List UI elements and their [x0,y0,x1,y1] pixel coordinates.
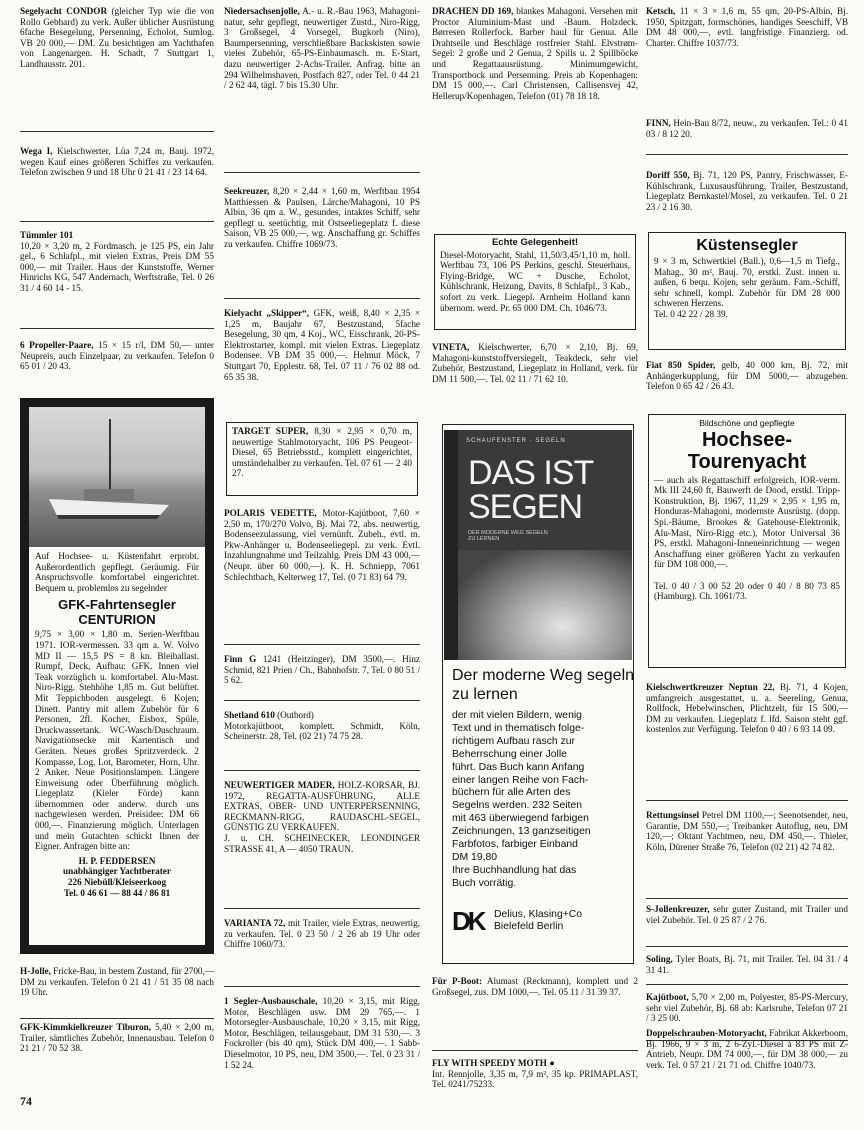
ad-finn: FINN, Hein-Bau 8/72, neuw., zu verkaufen. Tel.: 0 41 03 / 8 12 20. [646,118,848,139]
divider [224,986,420,987]
divider [224,908,420,909]
ad-doppelschrauben-motoryacht: Doppelschrauben-Motoryacht, Fabrikat Akkerboom, Bj. 1966, 9 × 3 m, 2 6-Zyl.-Diesel à 83 PS mit Z-Antrieb, Neupr. DM 74 000,—, für DM 38 000,— zu verk. Tel. 0 57 21 / 21 71 od. Chiffre 1040/73. [646,1028,848,1070]
divider [224,298,420,299]
ad-seekreuzer: Seekreuzer, 8,20 × 2,44 × 1,60 m, Werftbau 1954 Matthiessen & Paulsen, Lärche/Mahagoni, 10 PS Albin, 36 qm a. W., gesundes, intaktes Schiff, sehr gepflegt u. seetüchtig, mit Ostseeliegeplatz f. diese Saison, VB 25 000,—, wg. Anschaffung gr. Schiffes zu verkaufen. Chiffre 1069/73. [224,186,420,249]
publisher-name: Delius, Klasing+Co Bielefeld Berlin [494,909,583,932]
ad-polaris-vedette: POLARIS VEDETTE, Motor-Kajütboot, 7,60 × 2,50 m, 170/270 Volvo, Bj. Mai 72, abs. neuwertig, Bodenseezulassung, viel vernünft. Zubeh., evtl. m. Pkw-Anhänger u. Bodenseeliegepl. zu verk. Evtl. Inzahlungnahme und Teilzahlg. Preis DM 43 000,— (Neupr. über 60 000,—). K. H. Schniepp, 7061 Schlechtbach, Kelterweg 17, Tel. (0 71 83) 64 79. [224,508,420,582]
book-cover: SCHAUFENSTER · SEGELN DAS IST SEGEN DER MODERNE WEG SEGELN ZU LERNEN [444,430,632,660]
ad-p-boot: Für P-Boot: Alumast (Reckmann), komplett und 2 Großsegel, zus. DM 1000,—. Tel. 05 11 / 31 39 37. [432,976,638,997]
ad-centurion-framed [20,398,214,954]
ad-propeller: 6 Propeller-Paare, 15 × 15 r/l, DM 50,— unter Neupreis, auch Einzelpaar, zu verkaufen. Telefon 0 65 01 / 20 43. [20,340,214,372]
ad-s-jollenkreuzer: S-Jollenkreuzer, sehr guter Zustand, mit Trailer und viel Zubehör. Tel. 0 25 87 / 2 76. [646,904,848,925]
ad-drachen: DRACHEN DD 169, blankes Mahagoni. Versehen mit Proctor Aluminium-Mast und -Baum. Holzdeck. Børresen Rollerfock. Barber haul für Genua. Alle Drahtseile und Beschläge rostfreier Stahl. Elvstrøm-Segel: 2 große und 2 Genua, 2 Spills u. 2 Spillböcke und Regattaausrüstung. Minimumgewicht, Transportbock und Persenning. Preis ab Kopenhagen: DM 15 000,—. Carl Christensen, Callisensvej 42, Hellerup/Kopenhagen, Telefon (01) 78 18 18. [432,6,638,101]
ad-rettungsinsel: Rettungsinsel Petrel DM 1100,—; Seenotsender, neu, Garantie, DM 550,—; Treibanker Autoflug, neu, DM 120,—; Oktant Yachtmen, neu, DM 450,—. Thieler, Köln, Dürener Straße 76, Telefon (02 21) 42 74 82. [646,810,848,852]
cover-line-1: DAS IST [468,454,594,492]
divider [646,154,848,155]
divider [646,946,848,947]
ad-target-super-box: TARGET SUPER, 8,30 × 2,95 × 0,70 m, neuwertige Stahlmotoryacht, 106 PS Peugeot-Diesel, 65 Betriebsstd., komplett eingerichtet, umständehalber zu verkaufen. Tel. 07 61 — 2 40 27. [226,422,418,496]
ad-mader: NEUWERTIGER MADER, HOLZ-KORSAR, BJ. 1972, REGATTA-AUSFÜHRUNG, ALLE EXTRAS, OBER- UND UNTERPERSENNING, RECKMANN-RIGG, RAUDASCHL-SEGEL, GÜNSTIG ZU VERKAUFEN. J. u. CH. SCHEINECKER, LEONDINGER STRASSE 41, A — 4050 TRAUN. [224,780,420,854]
divider [646,800,848,801]
ad-tiburon: GFK-Kimmkielkreuzer Tiburon, 5,40 × 2,00 m, Trailer, sämtliches Zubehör, Innenausbau. Telefon 0 21 21 / 70 52 38. [20,1022,214,1054]
ad-ketsch: Ketsch, 11 × 3 × 1,6 m, 55 qm, 20-PS-Albin, Bj. 1950, Spitzgatt, formschönes, handiges Seeschiff, VB DM 48 000,—, evtl. langfristige Finanzierg. od. Charter. Chiffre 1037/73. [646,6,848,48]
divider [20,1018,214,1019]
divider [224,700,420,701]
centurion-title: GFK-Fahrtensegler CENTURION [58,597,176,628]
ad-varianta: VARIANTA 72, mit Trailer, viele Extras, neuwertig, zu verkaufen. Tel. 0 23 50 / 2 26 ab 19 Uhr oder Chiffre 1060/73. [224,918,420,950]
ad-doriff: Doriff 550, Bj. 71, 120 PS, Pantry, Frischwasser, E-Kühlschrank, Luxusausführung, Trailer, Bestzustand, Liegeplatz Bernkastel/Mosel, zu verkaufen. Tel. 0 21 23 / 2 16 30. [646,170,848,212]
ad-kajuetboot: Kajütboot, 5,70 × 2,00 m, Polyester, 85-PS-Mercury, sehr viel Zubehör, Bj. 68 ab: Karlsruhe, Telefon 07 21 / 3 25 00. [646,992,848,1024]
divider [432,1050,638,1051]
ad-wega: Wega I, Kielschwerter, Lüa 7,24 m, Bauj. 1972, wegen Kauf eines größeren Schiffes zu verkaufen. Telefon zwischen 9 und 18 Uhr 0 21 41 / 23 14 64. [20,146,214,178]
ad-echte-gelegenheit-box: Echte Gelegenheit! Diesel-Motoryacht, Stahl, 11,50/3,45/1,10 m, holl. Werftbau 73, 106 PS Perkins, geschl. Steuerhaus, Flying-Bridge, WC + Dusche, Echolot, Kühlschrank, Heizung, Davits, 8 Schlafpl., 3 Kab., sofort zu verk. Liegepl. Arnheim Holland kann übernom. werd. Pr. 65 000 DM. Ch. 1046/73. [434,234,636,330]
dk-logo-icon: DK [452,906,484,936]
ad-speedy-moth: FLY WITH SPEEDY MOTH ● Int. Rennjolle, 3,35 m, 7,9 m², 35 kp. PRIMAPLAST, Tel. 0241/75233. [432,1058,638,1090]
boat-photo [29,407,205,547]
centurion-contact: H. P. FEDDERSEN unabhängiger Yachtberater 226 Niebüll/Kleiseerkoog Tel. 0 46 61 — 88 44 / 86 81 [63,855,171,898]
ad-kuestensegler-box: Küstensegler 9 × 3 m, Schwertkiel (Ball.), 0,6—1,5 m Tiefg., Mahag., 30 m², Bauj. 70, erstkl. Zust. innen u. außen, 6 bequ. Kojen, sehr geräum. Fam.-Schiff, sehr schnell, kompl. Zubehör für DM 28 000 schweren Herzens. Tel. 0 42 22 / 28 39. [648,232,846,350]
publisher-logo [452,908,642,934]
divider [224,644,420,645]
divider [646,984,848,985]
divider [224,172,420,173]
divider [20,221,214,222]
divider [224,770,420,771]
ad-tuemmler: Tümmler 101 10,20 × 3,20 m, 2 Fordmasch. je 125 PS, ein Jahr gel., 6 Schlafpl., mit vielen Extras, Preis DM 55 000,— mit Trailer. Haus der Kunststoffe, Werner Hinrichs KG, 547 Andernach, Werftstraße, Tel. 0 26 31 / 4 60 14 - 15. [20,230,214,293]
ad-skipper: Kielyacht „Skipper“, GFK, weiß, 8,40 × 2,35 × 1,25 m, Baujahr 67, Bestzustand, 5fache Besegelung, 30 qm, 4 Koj., WC, Eisschrank, 20-PS-Elektrostarter, kompl. mit vielen Extras. Liegeplatz Bodensee. VB DM 35 000,—. Helmut Möck, 7 Stuttgart 70, Epplestr. 68, Tel. 07 11 / 76 02 88 od. 65 35 38. [224,308,420,382]
ad-segler-ausbauschale: 1 Segler-Ausbauschale, 10,20 × 3,15, mit Rigg, Motor, Beschlägen usw. DM 29 765,—. 1 Motorsegler-Ausbauschale, 10,20 × 3,15, mit Rigg, Motor, Beschlägen, teilausgebaut, DM 31 530,—. 3 Fockroller (bis 40 qm), Stück DM 400,—. 1 Sabb-Dieselmotor, 10 PS, neu, DM 3500,—. Tel. 0 23 31 / 1 52 24. [224,996,420,1070]
ad-finn-g: Finn G 1241 (Heitzinger), DM 3500,—. Hinz Schmid, 821 Prien / Ch., Bahnhofstr. 7, Tel. 0 80 51 / 5 62. [224,654,420,686]
divider [20,131,214,132]
page-number: 74 [20,1094,32,1108]
centurion-body: 9,75 × 3,00 × 1,80 m. Serien-Werftbau 1971. IOR-vermessen. 33 qm a. W. Volvo MD II — 15,5 PS = 8 kn. Bleiballast. Rumpf, Deck, Aufbau: GFK. Innen viel Teak vorzüglich u. komfortabel. Alu-Mast. Niro-Rigg. Stehhöhe 1,85 m. Gut belüftet. Mit Teppichboden ausgelegt. 6 Kojen; Dinett. Pantry mit allem Zubehör für 6 Personen, 2fl. Kocher, Eisbox, Spüle, Druckwassertank. WC-Wasch/Duschraum. Navigationsecke mit Kartentisch und Geräten. Neues großes Spritzverdeck. 2 Kompasse, Log, Lot, Barometer, Horn, Uhr. 2 Anker. Neue Positionslampen. Längere Einweisung oder Überführung möglich. Liegeplatz (Kieler Förde) kann übernommen oder anderw. durch uns nachgewiesen werden. Preisidee: DM 66 000,—. Finanzierung möglich. Unterlagen und mein Gutachten schickt Ihnen der Eigner. Anfragen bitte an: [35,629,199,852]
centurion-intro: Auf Hochsee- u. Küstenfahrt erprobt. Außerordentlich gepflegt. Geräumig. Für Anspruchsvolle komfortabel eingerichtet. Bequem u. problemlos zu segelnder [35,551,199,593]
ad-vineta: VINETA, Kielschwerter, 6,70 × 2,10, Bj. 69, Mahagoni-kunststoffversiegelt, Teakdeck, sehr viel Zubehör, Bestzustand, Liegeplatz in Holland, verk. für DM 11 500,—. Tel. 02 11 / 71 62 10. [432,342,638,384]
ad-neptun-22: Kielschwertkreuzer Neptun 22, Bj. 71, 4 Kojen, umfangreich ausgestattet, u. a. Seereling, Genua, Rollfock, Hebelwinschen, Plichtzelt, für 15 500,— DM zu verkaufen. Liegeplatz f. lfd. Saison steht ggf. kostenlos zur Verfügung. Telefon 0 40 / 6 93 14 09. [646,682,848,735]
divider [20,328,214,329]
ad-segelyacht-condor: Segelyacht CONDOR (gleicher Typ wie die von Rollo Gebhard) zu verk. Außer üblicher Ausrüstung 6fache Besegelung, Persenning, Echolot, Sumlog. VB 20 000,— DM. Zu besichtigen am Yachthafen von Langenargen. H. Schadt, 7 Stuttgart 1, Landhausstr. 201. [20,6,214,69]
ad-h-jolle: H-Jolle, Fricke-Bau, in bestem Zustand, für 2700,— DM zu verkaufen. Telefon 0 21 41 / 51 35 08 nach 19 Uhr. [20,966,214,998]
book-headline: Der moderne Weg segeln zu lernen [452,667,635,703]
book-description: der mit vielen Bildern, wenig Text und in thematisch folge- richtigem Aufbau rasch zur Beherrschung einer Jolle führt. Das Buch kann Anfang einer langen Reihe von Fach- büchern für alle Arten des Segelns werden. 232 Seiten mit 463 überwiegend farbigen Zeichnungen, 13 ganzseitigen Farbfotos, farbiger Einband DM 19,80 Ihre Buchhandlung hat das Buch vorrätig. [452,710,591,889]
ad-hochsee-tourenyacht-box: Bildschöne und gepflegte Hochsee-Tourenyacht — auch als Regattaschiff erfolgreich, IOR-verm. Mk III 24,60 ft, Bauwerft de Dood, erstkl. Tripp-Konstruktion, Bj. 1967, 11,29 × 2,95 × 1,95 m, Honduras-Mahagoni, modernste Ausrüstg. (dopp. Spi.-Bäume, Brookes & Gatehouse-Elektronik, Alu-Mast, Niro-Rigg etc.), Motor Universal 36 PS, erstkl. Mahagoni-Inneneinrichtung — wegen Anschaffung einer größeren Yacht zu verkaufen für DM 108 000,—. Tel. 0 40 / 3 00 52 20 oder 0 40 / 8 80 73 85 (Hamburg). Ch. 1061/73. [648,414,846,668]
ad-fiat-spider: Fiat 850 Spider, gelb, 40 000 km, Bj. 72, mit Anhängerkupplung, für DM 5000,— abzugeben. Telefon 0 65 42 / 26 43. [646,360,848,392]
cover-line-2: SEGEN [468,488,583,526]
ad-shetland: Shetland 610 (Outbord) Motorkajütboot, komplett. Schmidt, Köln, Scheinerstr. 28, Tel. (02 21) 74 75 28. [224,710,420,742]
ad-niedersachsenjolle: Niedersachsenjolle, A.- u. R.-Bau 1963, Mahagoni-natur, sehr gepflegt, neuwertiger Zustd., Niro-Rigg, 3 Großsegel, 4 Vorsegel, Bugkorb (Niro), Baumpersenning, verschließbare Backskisten sowie vieles Zubehör, 65-PS-Einbaumasch. m. E-Start, dazu neuwertiger 2-Achs-Trailer. Anfrag. bitte an 294 Wilhelmshaven, Postfach 827, oder Tel. 0 44 21 / 2 62 44, tägl. 7 bis 15.30 Uhr. [224,6,420,91]
ad-soling: Soling, Tyler Boats, Bj. 71, mit Trailer. Tel. 04 31 / 4 31 41. [646,954,848,975]
divider [646,898,848,899]
